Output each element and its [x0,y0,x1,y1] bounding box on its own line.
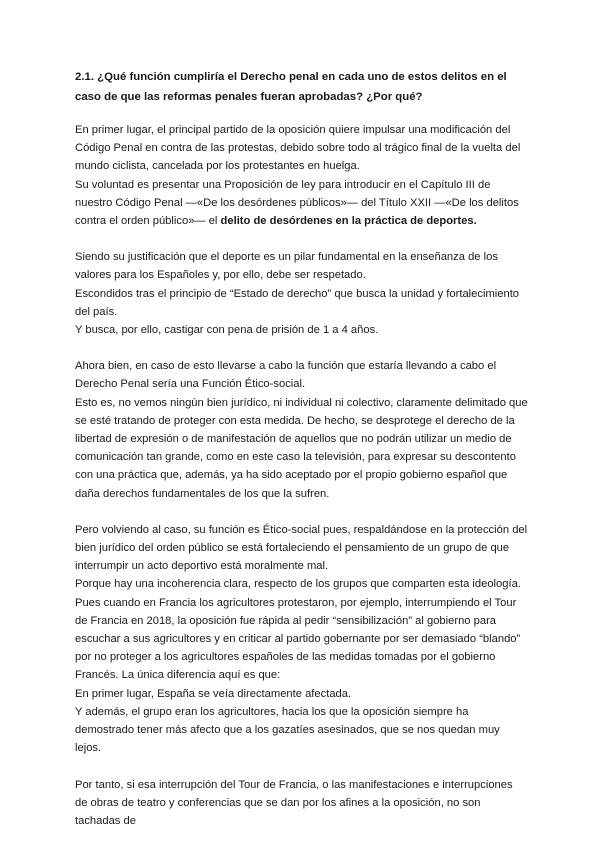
paragraph: Ahora bien, en caso de esto llevarse a cabo la función que estaría llevando a cabo el Derecho Penal sería una Función Ético-social. [75,360,497,391]
spacer [75,758,528,776]
spacer [75,230,528,248]
spacer [75,339,528,357]
paragraph [75,176,528,231]
paragraph: Escondidos tras el principio de “Estado de derecho” que busca la unidad y fortalecimiento del país. [75,287,520,318]
paragraph: En primer lugar, el principal partido de la oposición quiere impulsar una modificación del Código Penal en contra de las protestas, debido sobre todo al trágico final de la vuelta del mundo ciclista, cancelada por los protestantes en huelga. [75,124,521,173]
paragraph: Esto es, no vemos ningún bien jurídico, ni individual ni colectivo, claramente delimitado que se esté tratando de proteger con esta medida. De hecho, se desprotege el derecho de la libertad de expresión o de manifestación de aquellos que no podrán utilizar un medio de comunicación tan grande, como en este caso la televisión, para expresar su descontento con una práctica que, además, ya ha sido aceptado por el propio gobierno español que daña derechos fundamentales de los que la sufren. [75,396,528,500]
paragraph: Por tanto, si esa interrupción del Tour de Francia, o las manifestaciones e interrupciones de obras de teatro y conferencias que se dan por los afines a la oposición, no son tachadas de [75,778,513,827]
paragraph-text: Su voluntad es presentar una Proposición de ley para introducir en el Capítulo III de nuestro Código Penal —«De los desórdenes públicos»— del Título XXII —«De los delitos contra el orden público»— el [75,178,519,228]
bold-phrase: delito de desórdenes en la práctica de deportes. [220,215,477,228]
paragraph: Y además, el grupo eran los agricultores, hacia los que la oposición siempre ha demostrado tener más afecto que a los gazatíes asesinados, que se nos quedan muy lejos. [75,705,500,755]
paragraph: Pero volviendo al caso, su función es Ético-social pues, respaldándose en la protección del bien jurídico del orden público se está fortaleciendo el pensamiento de un grupo de que interrumpir un acto deportivo está moralmente mal. [75,523,528,573]
paragraph: Siendo su justificación que el deporte es un pilar fundamental en la enseñanza de los valores para los Españoles y, por ello, debe ser respetado. [75,251,498,282]
paragraph: Y busca, por ello, castigar con pena de prisión de 1 a 4 años. [75,324,379,337]
spacer [75,503,528,521]
paragraph: En primer lugar, España se veía directamente afectada. [75,687,352,700]
section-heading: 2.1. ¿Qué función cumpliría el Derecho penal en cada uno de estos delitos en el caso de que las reformas penales fueran aprobadas? ¿Por qué? [75,71,507,103]
paragraph: Porque hay una incoherencia clara, respecto de los grupos que comparten esta ideología. Pues cuando en Francia los agricultores protestaron, por ejemplo, interrumpiendo el Tour de Francia en 2018, la oposición fue rápida al pedir “sensibilización” al gobierno para escuchar a sus agricultores y en criticar al partido gobernante por ser demasiado “blando” por no proteger a los agricultores españoles de las medidas tomadas por el gobierno Francés. La única diferencia aquí es que: [75,578,521,682]
